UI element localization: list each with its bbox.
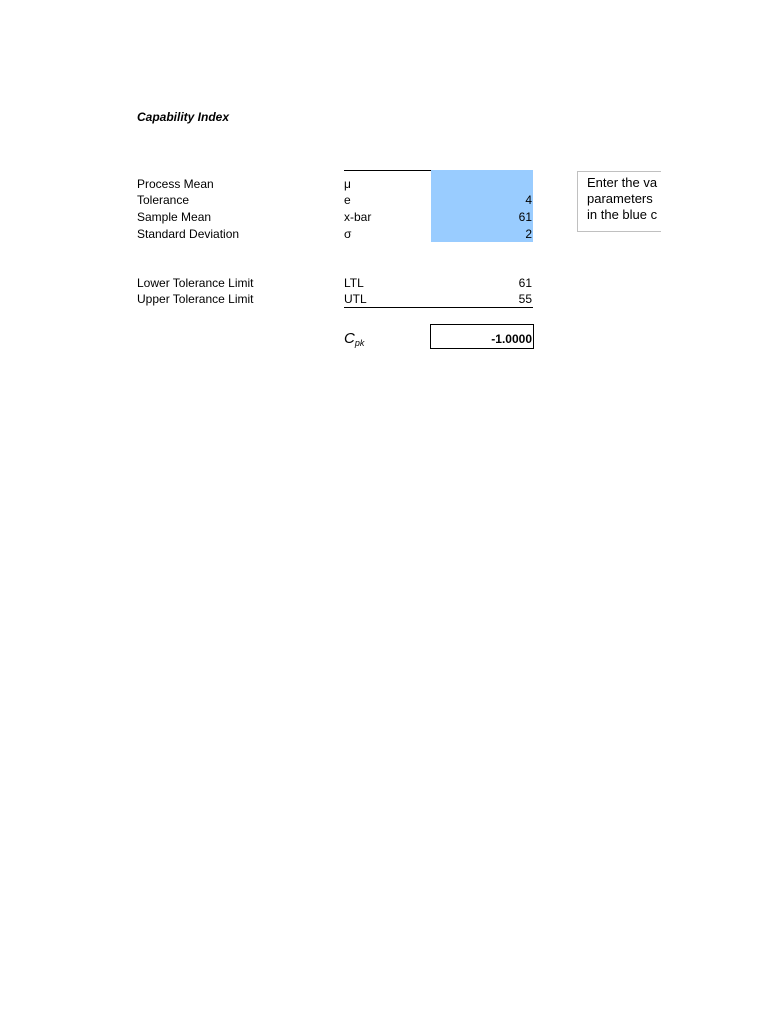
instruction-note bbox=[577, 171, 661, 232]
note-line: parameters bbox=[587, 191, 653, 206]
cpk-symbol-main: C bbox=[344, 330, 355, 347]
sheet-title: Capability Index bbox=[137, 110, 230, 124]
label-upper-tolerance-limit: Upper Tolerance Limit bbox=[137, 292, 254, 306]
value-utl: 55 bbox=[518, 292, 532, 306]
symbol-utl: UTL bbox=[344, 292, 367, 306]
value-sample-mean[interactable]: 61 bbox=[518, 210, 532, 224]
note-line: in the blue c bbox=[587, 207, 658, 222]
label-process-mean: Process Mean bbox=[137, 177, 214, 191]
cpk-symbol-sub: pk bbox=[354, 338, 365, 348]
value-tolerance[interactable]: 4 bbox=[525, 193, 532, 207]
label-standard-deviation: Standard Deviation bbox=[137, 227, 240, 241]
value-standard-deviation[interactable]: 2 bbox=[525, 227, 532, 241]
label-sample-mean: Sample Mean bbox=[137, 210, 212, 224]
symbol-sample-mean: x-bar bbox=[344, 210, 372, 224]
symbol-standard-deviation: σ bbox=[344, 227, 352, 241]
limits-rule bbox=[344, 307, 533, 308]
symbol-process-mean: μ bbox=[344, 177, 351, 191]
cpk-result-cell[interactable] bbox=[430, 324, 534, 349]
note-line: Enter the va bbox=[587, 175, 658, 190]
cpk-label bbox=[344, 330, 364, 348]
label-lower-tolerance-limit: Lower Tolerance Limit bbox=[137, 276, 254, 290]
instruction-note-text bbox=[587, 175, 657, 223]
symbol-ltl: LTL bbox=[344, 276, 364, 290]
value-ltl: 61 bbox=[518, 276, 532, 290]
symbol-tolerance: e bbox=[344, 193, 351, 207]
cpk-value: -1.0000 bbox=[491, 332, 532, 346]
label-tolerance: Tolerance bbox=[137, 193, 190, 207]
